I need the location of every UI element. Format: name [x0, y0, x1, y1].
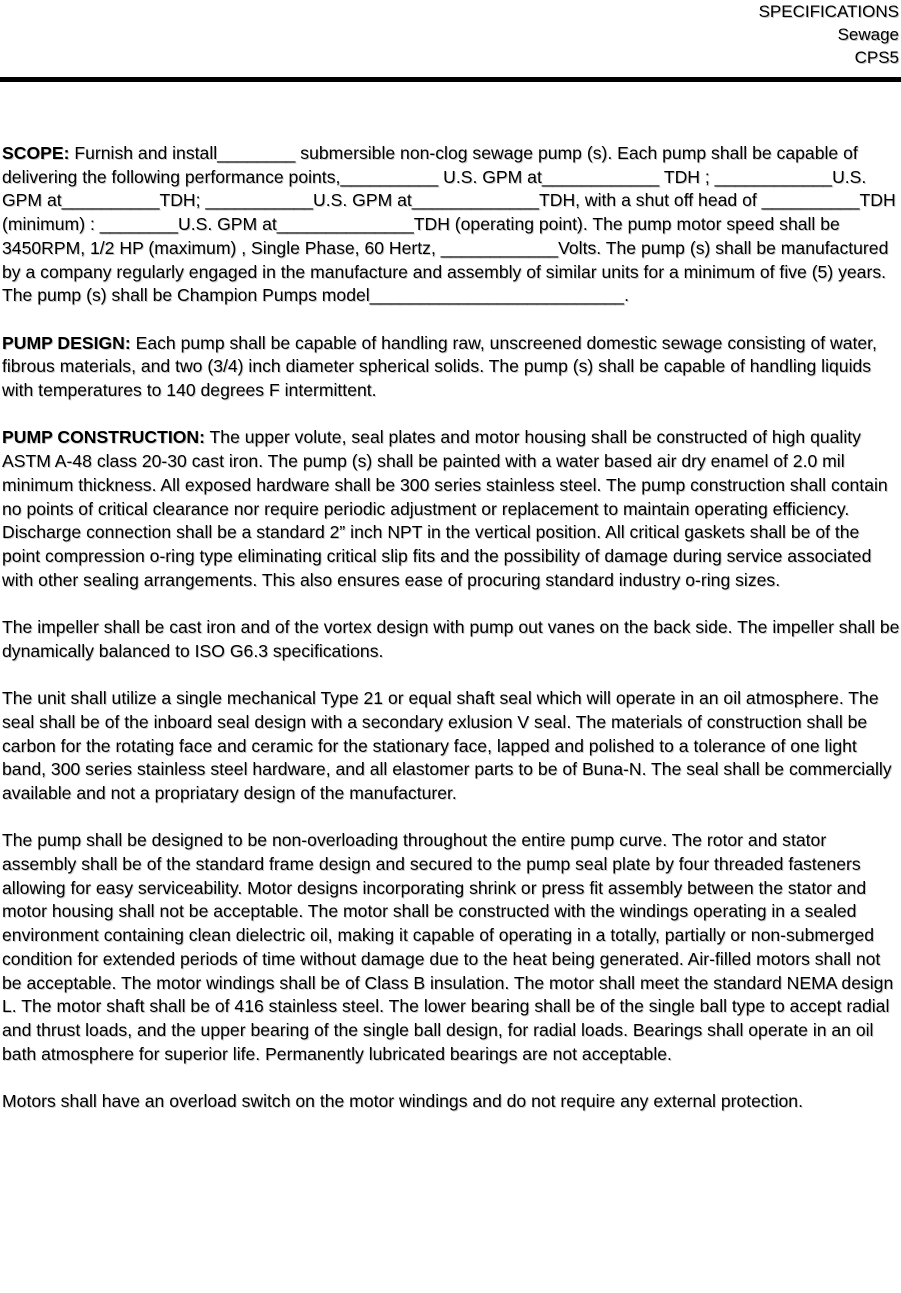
motor-paragraph: The pump shall be designed to be non-overloading throughout the entire pump curve. The rotor and stator assembly shall be of the standard frame design and secured to the pump seal plate by four threaded fasteners allowing for easy serviceability. Motor designs incorporating shrink or press fit assembly between the stator and motor housing shall not be acceptable. The motor shall be constructed with the windings operating in a sealed environment containing clean dielectric oil, making it capable of operating in a totally, partially or non-submerged condition for extended periods of time without damage due to the heat being generated. Air-filled motors shall not be acceptable. The motor windings shall be of Class B insulation. The motor shall meet the standard NEMA design L. The motor shaft shall be of 416 stainless steel. The lower bearing shall be of the single ball type to accept radial and thrust loads, and the upper bearing of the single ball design, for radial loads. Bearings shall operate in an oil bath atmosphere for superior life. Permanently lubricated bearings are not acceptable. — [2, 830, 894, 1064]
overload-paragraph: Motors shall have an overload switch on the motor windings and do not require any external protection. — [2, 1091, 803, 1112]
pump-construction-text: The upper volute, seal plates and motor housing shall be constructed of high quality ASTM A-48 class 20-30 cast iron. The pump (s) shall be painted with a water based air dry enamel of 2.0 mil minimum thickness. All exposed hardware shall be 300 series stainless steel. The pump construction shall contain no points of critical clearance nor require periodic adjustment or replacement to maintain operating efficiency. Discharge connection shall be a standard 2” inch NPT in the vertical position. All critical gaskets shall be of the point compression o-ring type eliminating critical slip fits and the possibility of damage during service associated with other sealing arrangements. This also ensures ease of procuring standard industry o-ring sizes. — [2, 427, 888, 590]
pump-design-text: Each pump shall be capable of handling raw, unscreened domestic sewage consisting of water, fibrous materials, and two (3/4) inch diameter spherical solids. The pump (s) shall be capable of handling liquids with temperatures to 140 degrees F intermittent. — [2, 332, 877, 401]
impeller-paragraph: The impeller shall be cast iron and of the vortex design with pump out vanes on the back side. The impeller shall be dynamically balanced to ISO G6.3 specifications. — [2, 617, 900, 661]
header-title: SPECIFICATIONS — [758, 2, 899, 21]
seal-paragraph: The unit shall utilize a single mechanical Type 21 or equal shaft seal which will operate in an oil atmosphere. The seal shall be of the inboard seal design with a secondary exlusion V seal. The materials of construction shall be carbon for the rotating face and ceramic for the stationary face, lapped and polished to a tolerance of one light band, 300 series stainless steel hardware, and all elastomer parts to be of Buna-N. The seal shall be commercially available and not a propriatary design of the manufacturer. — [2, 688, 892, 803]
scope-label: SCOPE: — [2, 143, 70, 163]
specification-body — [2, 142, 900, 1114]
header-divider — [0, 77, 901, 82]
pump-design-paragraph — [2, 332, 900, 403]
scope-text: Furnish and install________ submersible non-clog sewage pump (s). Each pump shall be capable of delivering the following performance points,__________ U.S. GPM at____________ TDH ; ____________U.S. GPM at__________TDH; ___________U.S. GPM at_____________TDH, with a shut off head of __________TDH (minimum) : ________U.S. GPM at______________TDH (operating point). The pump motor speed shall be 3450RPM, 1/2 HP (maximum) , Single Phase, 60 Hertz, ____________Volts. The pump (s) shall be manufactured by a company regularly engaged in the manufacture and assembly of similar units for a minimum of five (5) years. The pump (s) shall be Champion Pumps model__________________________. — [2, 143, 896, 306]
header-model: CPS5 — [854, 48, 899, 67]
scope-paragraph — [2, 142, 900, 308]
pump-construction-label: PUMP CONSTRUCTION: — [2, 427, 205, 448]
pump-design-label: PUMP DESIGN: — [2, 332, 131, 353]
header-category: Sewage — [837, 25, 899, 44]
pump-construction-paragraph — [2, 426, 900, 592]
page-header — [759, 0, 899, 69]
